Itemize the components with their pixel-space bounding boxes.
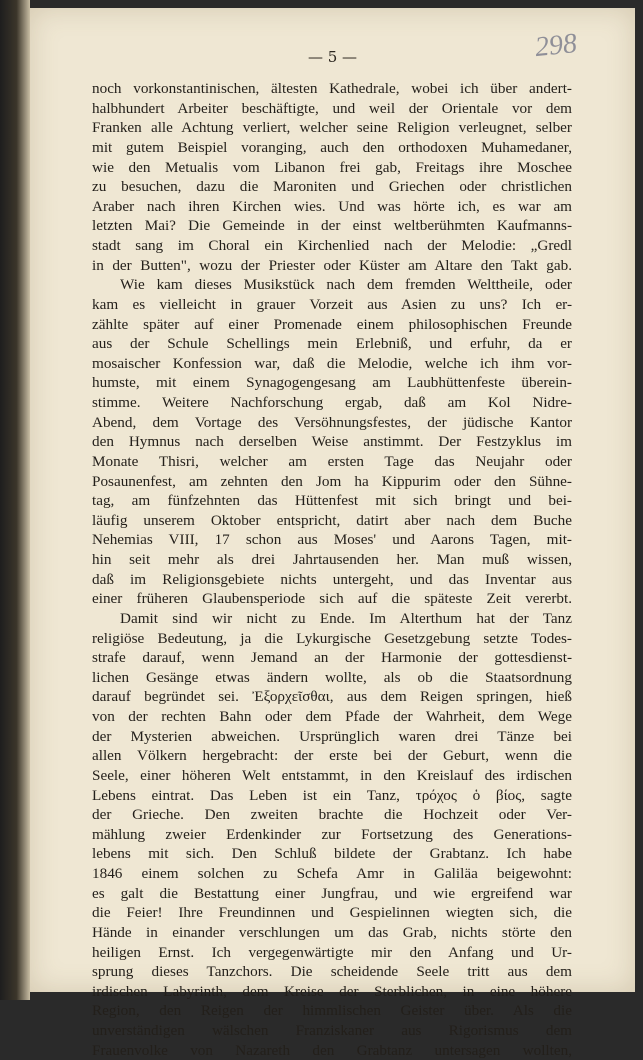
text-line: halbhundert Arbeiter beschäftigte, und weil der Orientale vor dem [92, 99, 572, 117]
text-line: Franken alle Achtung verliert, welcher seine Religion verleugnet, selber [92, 119, 572, 137]
book-page [30, 8, 635, 1059]
text-line: Seele, einer höheren Welt entstammt, in den Kreislauf des irdischen [92, 766, 572, 784]
page-number: — 5 — [307, 48, 358, 66]
text-line: Lebens eintrat. Das Leben ist ein Tanz, τρόχος ὁ βίος, sagte [92, 786, 572, 804]
text-line: den Hymnus nach derselben Weise anstimmt. Der Festzyklus im [92, 433, 572, 451]
text-line: tag, am fünfzehnten das Hüttenfest mit sich bringt und bei- [92, 492, 572, 510]
text-line: einer früheren Glaubensperiode sich auf die späteste Zeit vererbt. [92, 590, 572, 608]
text-line: lebens mit sich. Den Schluß bildete der Grabtanz. Ich habe [92, 845, 572, 863]
text-line: Frauenvolke von Nazareth den Grabtanz untersagen wollten, [92, 1041, 572, 1059]
text-line: stadt sang im Choral ein Kirchenlied nach der Melodie: „Gredl [92, 237, 572, 254]
text-line: hin seit mehr als drei Jahrtausenden her. Man muß wissen, [92, 551, 572, 568]
text-line: Nehemias VIII, 17 schon aus Moses' und Aarons Tagen, mit- [92, 531, 572, 549]
text-line: wie den Metualis vom Libanon frei gab, Freitags ihre Moschee [92, 158, 572, 176]
handwritten-archive-number: 298 [533, 27, 579, 64]
text-line: stimme. Weitere Nachforschung ergab, daß am Kol Nidre- [92, 394, 572, 411]
text-line: der Grieche. Den zweiten brachte die Hochzeit oder Ver- [92, 806, 572, 824]
text-line: läufig unserem Oktober entspricht, datirt aber nach dem Buche [92, 511, 572, 529]
text-line: Posaunenfest, am zehnten den Jom ha Kippurim oder den Sühne- [92, 472, 572, 490]
text-line: mählung zweier Erdenkinder zur Fortsetzung des Generations- [92, 825, 572, 843]
text-line: letzten Mai? Die Gemeinde in der einst weltberühmten Kaufmanns- [92, 217, 572, 235]
text-line: irdischen Labyrinth, dem Kreise der Sterblichen, in eine höhere [92, 982, 572, 1000]
text-line: Abend, dem Vortage des Versöhnungsfestes, der jüdische Kantor [92, 413, 572, 431]
text-line: der Mysterien abweichen. Ursprünglich waren drei Tänze bei [92, 727, 572, 745]
text-line: die Feier! Ihre Freundinnen und Gespielinnen wiegten sich, die [92, 904, 572, 922]
body-text [92, 79, 572, 1060]
text-line: strafe darauf, wenn Jemand an der Harmonie der gottesdienst- [92, 649, 572, 667]
text-line: allen Völkern hergebracht: der erste bei der Geburt, wenn die [92, 747, 572, 765]
text-line: zählte später auf einer Promenade einem philosophischen Freunde [92, 315, 572, 333]
text-line: heiligen Ernst. Ich vergegenwärtigte mir den Anfang und Ur- [92, 943, 572, 961]
text-line: Hände in einander verschlungen um das Grab, nichts störte den [92, 923, 572, 941]
text-line: Region, den Reigen der himmlischen Geister über. Als die [92, 1002, 572, 1020]
text-line: humste, mit einem Synagogengesang am Laubhüttenfeste überein- [92, 374, 572, 392]
text-line: mit gutem Beispiel voranging, auch den orthodoxen Muhamedaner, [92, 138, 572, 156]
text-line: daß im Religionsgebiete nichts untergeht, und das Inventar aus [92, 570, 572, 588]
text-line: aus der Schule Schellings mein Erlebniß, und erfuhr, da er [92, 335, 572, 353]
text-line: zu besuchen, dazu die Maroniten und Griechen oder christlichen [92, 178, 572, 196]
text-line: lichen Gesänge etwas ändern wollte, als ob die Staatsordnung [92, 668, 572, 686]
text-line: religiöse Bedeutung, ja die Lykurgische Gesetzgebung setzte Todes- [92, 629, 572, 647]
book-spine-shadow [0, 0, 30, 1000]
text-line: Damit sind wir nicht zu Ende. Im Alterthum hat der Tanz [120, 609, 572, 627]
text-line: 1846 einem solchen zu Schefa Amr in Galiläa beigewohnt: [92, 865, 572, 882]
text-line: in der Butten", wozu der Priester oder Küster am Altare den Takt gab. [92, 256, 572, 274]
text-line: Araber nach ihren Kirchen wies. Und was hörte ich, es war am [92, 197, 572, 215]
text-line: Monate Thisri, welcher am ersten Tage das Neujahr oder [92, 452, 572, 470]
text-line: sprung dieses Tanzchors. Die scheidende Seele tritt aus dem [92, 963, 572, 981]
text-line: es galt die Bestattung einer Jungfrau, und wie ergreifend war [92, 884, 572, 902]
text-line: kam es vielleicht in grauer Vorzeit aus Asien zu uns? Ich er- [92, 295, 572, 313]
text-line: noch vorkonstantinischen, ältesten Kathedrale, wobei ich über andert- [92, 80, 572, 97]
text-line: Wie kam dieses Musikstück nach dem fremden Welttheile, oder [120, 276, 572, 294]
text-line: darauf begründet sei. Ἐξορχεῖσθαι, aus dem Reigen springen, hieß [92, 688, 572, 706]
text-line: mosaischer Konfession war, daß die Melodie, welche ich ihm vor- [92, 354, 572, 372]
text-line: unverständigen wälschen Franziskaner aus Rigorismus dem [92, 1022, 572, 1039]
text-line: von der rechten Bahn oder dem Pfade der Wahrheit, dem Wege [92, 708, 572, 725]
